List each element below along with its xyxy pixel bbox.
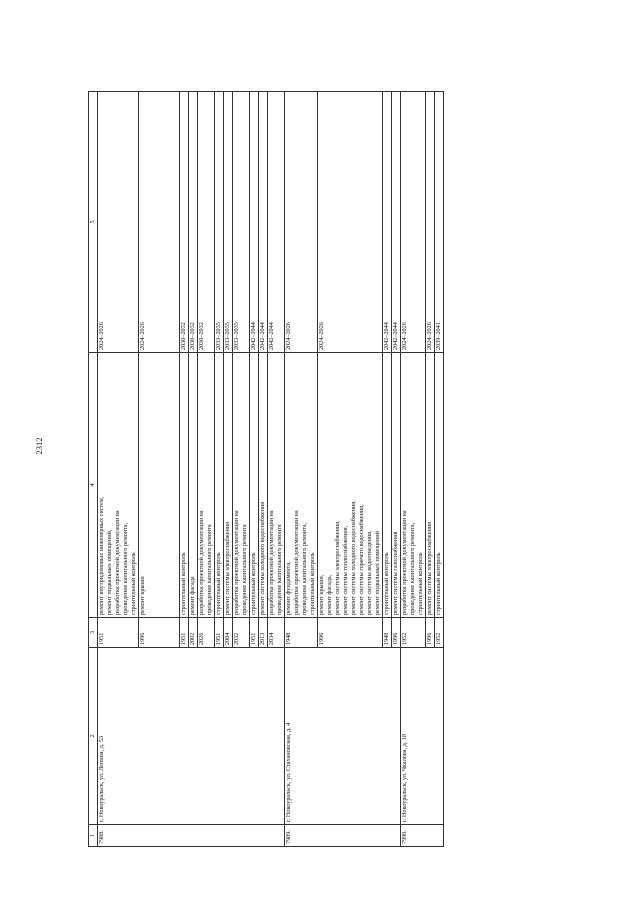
work-year: 2026: [198, 618, 215, 648]
work-line: строительный контроль: [180, 552, 187, 615]
work-year: 1996: [318, 618, 383, 648]
work-description: [250, 353, 259, 618]
work-period: 2024–2026: [318, 92, 383, 353]
work-year: 1996: [139, 618, 180, 648]
work-year: 1996: [426, 618, 435, 648]
work-line: ремонт системы водоотведения,: [366, 530, 373, 615]
work-line: ремонт системы газоснабжения: [392, 531, 399, 615]
object-address: г. Новоуральск, ул. Стахановская, д. 4: [285, 648, 401, 825]
work-line: ремонт системы теплоснабжения,: [342, 525, 349, 615]
work-period: 2024–2026: [139, 92, 180, 353]
work-line: строительный контроль: [309, 552, 316, 615]
work-period: 2033–2035: [224, 92, 233, 353]
work-line: проведение капитального ремонта,: [409, 522, 416, 615]
work-description: [435, 353, 444, 618]
work-line: разработка проектной документации на: [293, 510, 300, 615]
work-description: [383, 353, 392, 618]
work-line: проведение капитального ремонта: [241, 524, 248, 615]
header-col-3: 3: [89, 618, 98, 648]
work-description: [180, 353, 189, 618]
table-row: [285, 92, 318, 847]
work-line: строительный контроль: [130, 552, 137, 615]
work-period: 2042–2044: [250, 92, 259, 353]
object-number: 7988.: [98, 825, 285, 847]
capital-repair-table: [88, 91, 444, 847]
work-year: 2034: [268, 618, 285, 648]
work-year: 2004: [224, 618, 233, 648]
work-description: [98, 353, 139, 618]
work-line: ремонт фасада,: [326, 574, 333, 615]
work-line: ремонт внутридомовых инженерных систем,: [98, 496, 105, 615]
work-year: 2013: [259, 618, 268, 648]
work-description: [198, 353, 215, 618]
object-address: г. Новоуральск, ул. Ленина, д. 53: [98, 648, 285, 825]
work-period: 2039–2041: [435, 92, 444, 353]
object-number: 7989.: [285, 825, 401, 847]
work-description: [224, 353, 233, 618]
work-description: [268, 353, 285, 618]
work-period: 2024–2026: [426, 92, 435, 353]
work-year: 1948: [383, 618, 392, 648]
work-description: [401, 353, 426, 618]
work-line: ремонт системы холодного водоснабжения: [259, 501, 266, 615]
work-year: 1948: [285, 618, 318, 648]
header-row: [89, 92, 98, 847]
work-year: 1951: [215, 618, 224, 648]
work-line: проведение капитального ремонта,: [301, 522, 308, 615]
work-line: строительный контроль: [383, 552, 390, 615]
work-line: строительный контроль: [435, 552, 442, 615]
object-address: г. Новоуральск, ул. Чкалова, д. 18: [401, 648, 444, 825]
header-col-5: 5: [89, 92, 98, 353]
work-description: [426, 353, 435, 618]
work-line: проведение капитального ремонта,: [122, 522, 129, 615]
work-line: строительный контроль: [215, 552, 222, 615]
work-line: ремонт подвальных помещений,: [106, 529, 113, 615]
work-year: 1952: [401, 618, 426, 648]
work-description: [285, 353, 318, 618]
work-line: ремонт системы горячего водоснабжения,: [358, 504, 365, 615]
work-period: 2030–2032: [189, 92, 198, 353]
work-line: разработка проектной документации на: [268, 510, 275, 615]
work-description: [215, 353, 224, 618]
work-line: ремонт крыши,: [318, 574, 325, 615]
header-col-1: 1: [89, 825, 98, 847]
work-line: разработка проектной документации на: [114, 510, 121, 615]
work-line: ремонт системы холодного водоснабжения,: [350, 500, 357, 615]
work-year: 1952: [435, 618, 444, 648]
work-description: [139, 353, 180, 618]
work-line: ремонт системы электроснабжения: [224, 522, 231, 615]
work-description: [189, 353, 198, 618]
work-line: ремонт крыши: [139, 576, 146, 615]
work-line: ремонт подвальных помещений: [374, 531, 381, 615]
work-line: ремонт фундамента,: [285, 561, 292, 615]
work-line: разработка проектной документации на: [401, 510, 408, 615]
work-year: 1996: [392, 618, 401, 648]
work-period: 2042–2044: [392, 92, 401, 353]
work-period: 2042–2044: [383, 92, 392, 353]
work-period: 2033–2035: [233, 92, 250, 353]
work-year: 2002: [189, 618, 198, 648]
page-number: 2312: [34, 437, 44, 455]
work-line: проведение капитального ремонта: [276, 524, 283, 615]
work-line: строительный контроль: [417, 552, 424, 615]
work-period: 2033–2035: [215, 92, 224, 353]
work-description: [259, 353, 268, 618]
header-col-4: 4: [89, 353, 98, 618]
work-line: ремонт системы электроснабжения: [426, 522, 433, 615]
work-line: разработка проектной документации на: [233, 510, 240, 615]
table-row: [401, 92, 426, 847]
work-period: 2042–2044: [259, 92, 268, 353]
work-period: 2024–2026: [401, 92, 426, 353]
work-period: 2024–2026: [285, 92, 318, 353]
table-row: [98, 92, 139, 847]
work-year: 1951: [98, 618, 139, 648]
header-col-2: 2: [89, 648, 98, 825]
work-year: 1951: [180, 618, 189, 648]
object-number: 7990.: [401, 825, 444, 847]
work-year: 1951: [250, 618, 259, 648]
work-line: проведение капитального ремонта: [206, 524, 213, 615]
work-description: [233, 353, 250, 618]
work-description: [318, 353, 383, 618]
work-line: ремонт системы электроснабжения,: [334, 520, 341, 615]
work-description: [392, 353, 401, 618]
work-period: 2030–2032: [180, 92, 189, 353]
work-period: 2030–2032: [198, 92, 215, 353]
work-line: разработка проектной документации на: [198, 510, 205, 615]
work-year: 2032: [233, 618, 250, 648]
work-line: ремонт фасада: [189, 576, 196, 615]
work-line: строительный контроль: [250, 552, 257, 615]
work-period: 2042–2044: [268, 92, 285, 353]
work-period: 2024–2026: [98, 92, 139, 353]
rotated-table-container: [88, 92, 532, 847]
